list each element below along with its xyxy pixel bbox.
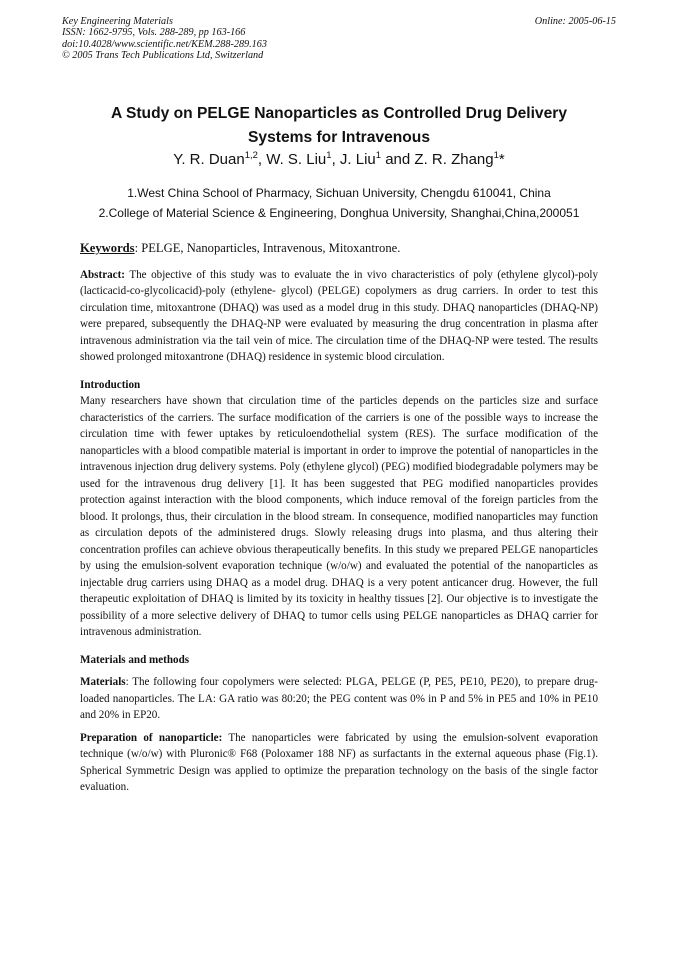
title-line-2: Systems for Intravenous	[248, 129, 430, 146]
author-3: , J. Liu	[331, 151, 376, 168]
author-1-affil: 1,2	[244, 150, 258, 161]
affiliation-2: 2.College of Material Science & Engineering, Donghua University, Shanghai,China,200051	[98, 206, 580, 220]
introduction-heading: Introduction	[80, 378, 141, 391]
keywords	[80, 240, 598, 257]
abstract	[80, 267, 598, 366]
doi-line: doi:10.4028/www.scientific.net/KEM.288-289.163	[62, 38, 267, 50]
author-list	[0, 151, 678, 168]
paper-title	[60, 102, 618, 150]
abstract-text: The objective of this study was to evaluate the in vivo characteristics of poly (ethylene glycol)-poly (lacticacid-co-glycolicacid)-poly (ethylene- glycol) (PELGE) copolymers as drug carriers. In order to test this circulation time, mitoxantrone (DHAQ) was used as a model drug in this study. DHAQ nanoparticles (DHAQ-NP) were prepared, subsequently the DHAQ-NP were evaluated by measuring the drug concentration in plasma after intravenous administration via the tail vein of mice. The circulation time of the DHAQ-NP were tested. The results showed prolonged mitoxantrone (DHAQ) residence in systemic blood circulation.	[80, 268, 598, 363]
keywords-text: : PELGE, Nanoparticles, Intravenous, Mitoxantrone.	[134, 241, 401, 255]
materials-paragraph	[80, 674, 598, 724]
author-1: Y. R. Duan	[173, 151, 245, 168]
affiliations	[0, 183, 678, 223]
journal-name: Key Engineering Materials	[62, 16, 173, 27]
author-2-affil: 1	[326, 150, 332, 161]
materials-text: : The following four copolymers were selected: PLGA, PELGE (P, PE5, PE10, PE20), to prepare drug-loaded nanoparticles. The LA: GA ratio was 80:20; the PEG content was 0% in P and 5% in PE5 and 10% in PE10 and 20% in EP20.	[80, 676, 598, 721]
journal-header	[62, 16, 616, 62]
keywords-label: Keywords	[80, 241, 135, 255]
author-3-affil: 1	[375, 150, 382, 161]
materials-label: Materials	[80, 676, 126, 688]
corresponding-mark: *	[498, 151, 505, 168]
preparation-text: The nanoparticles were fabricated by using the emulsion-solvent evaporation technique (w/o/w) with Pluronic® F68 (Poloxamer 188 NF) as surfactants in the external aqueous phase (Fig.1). Spherical Symmetric Design was applied to optimize the preparation technology on the basis of the single factor evaluation.	[80, 731, 598, 793]
introduction-text: Many researchers have shown that circulation time of the particles depends on the particles size and surface characteristics of the carriers. The surface modification of the carriers is one of the possible ways to increase the circulation time with fewer uptakes by reticuloendothelial system (RES). The surface modification of the nanoparticles with a blood compatible material is important in order to improve the potential of nanoparticles in the intravenous injection drug delivery systems. Poly (ethylene glycol) (PEG) modified biodegradable polymers may be used for the intravenous drug delivery [1]. It has been suggested that PEG modified nanoparticles provides protection against interaction with the blood components, which induce removal of the foreign particles from the blood. It prolongs, thus, their circulation in the blood stream. In consequence, modified nanoparticles may function as circulation depots of the administered drugs. Slowly releasing drugs into plasma, and thus altering their concentration profiles can achieve obvious therapeutically benefits. In this study we prepared PELGE nanoparticles by using the emulsion-solvent evaporation technique (w/o/w) and evaluated the potential of the nanoparticles as injectable drug carriers using DHAQ as a model drug. DHAQ is a very potent anticancer drug. However, the full therapeutic exploitation of DHAQ is limited by its toxicity in healthy tissues [2]. Our objective is to investigate the possibility of a more selective delivery of DHAQ to tumor cells using PELGE nanoparticles as DHAQ carrier for intravenous administration.	[80, 395, 598, 638]
title-line-1: A Study on PELGE Nanoparticles as Controlled Drug Delivery	[110, 105, 568, 122]
affiliation-1: 1.West China School of Pharmacy, Sichuan University, Chengdu 610041, China	[127, 186, 551, 200]
methods-heading: Materials and methods	[80, 653, 190, 666]
issn-line: ISSN: 1662-9795, Vols. 288-289, pp 163-166	[62, 27, 246, 39]
preparation-label: Preparation of nanoparticle:	[80, 731, 223, 744]
author-2: , W. S. Liu	[257, 151, 327, 168]
author-4: and Z. R. Zhang	[381, 151, 494, 168]
author-4-affil: 1	[493, 150, 499, 161]
preparation-paragraph	[80, 730, 598, 796]
online-date: Online: 2005-06-15	[534, 16, 616, 27]
copyright-line: © 2005 Trans Tech Publications Ltd, Switzerland	[62, 50, 264, 62]
paper-body	[80, 240, 598, 796]
abstract-label: Abstract:	[80, 268, 125, 281]
